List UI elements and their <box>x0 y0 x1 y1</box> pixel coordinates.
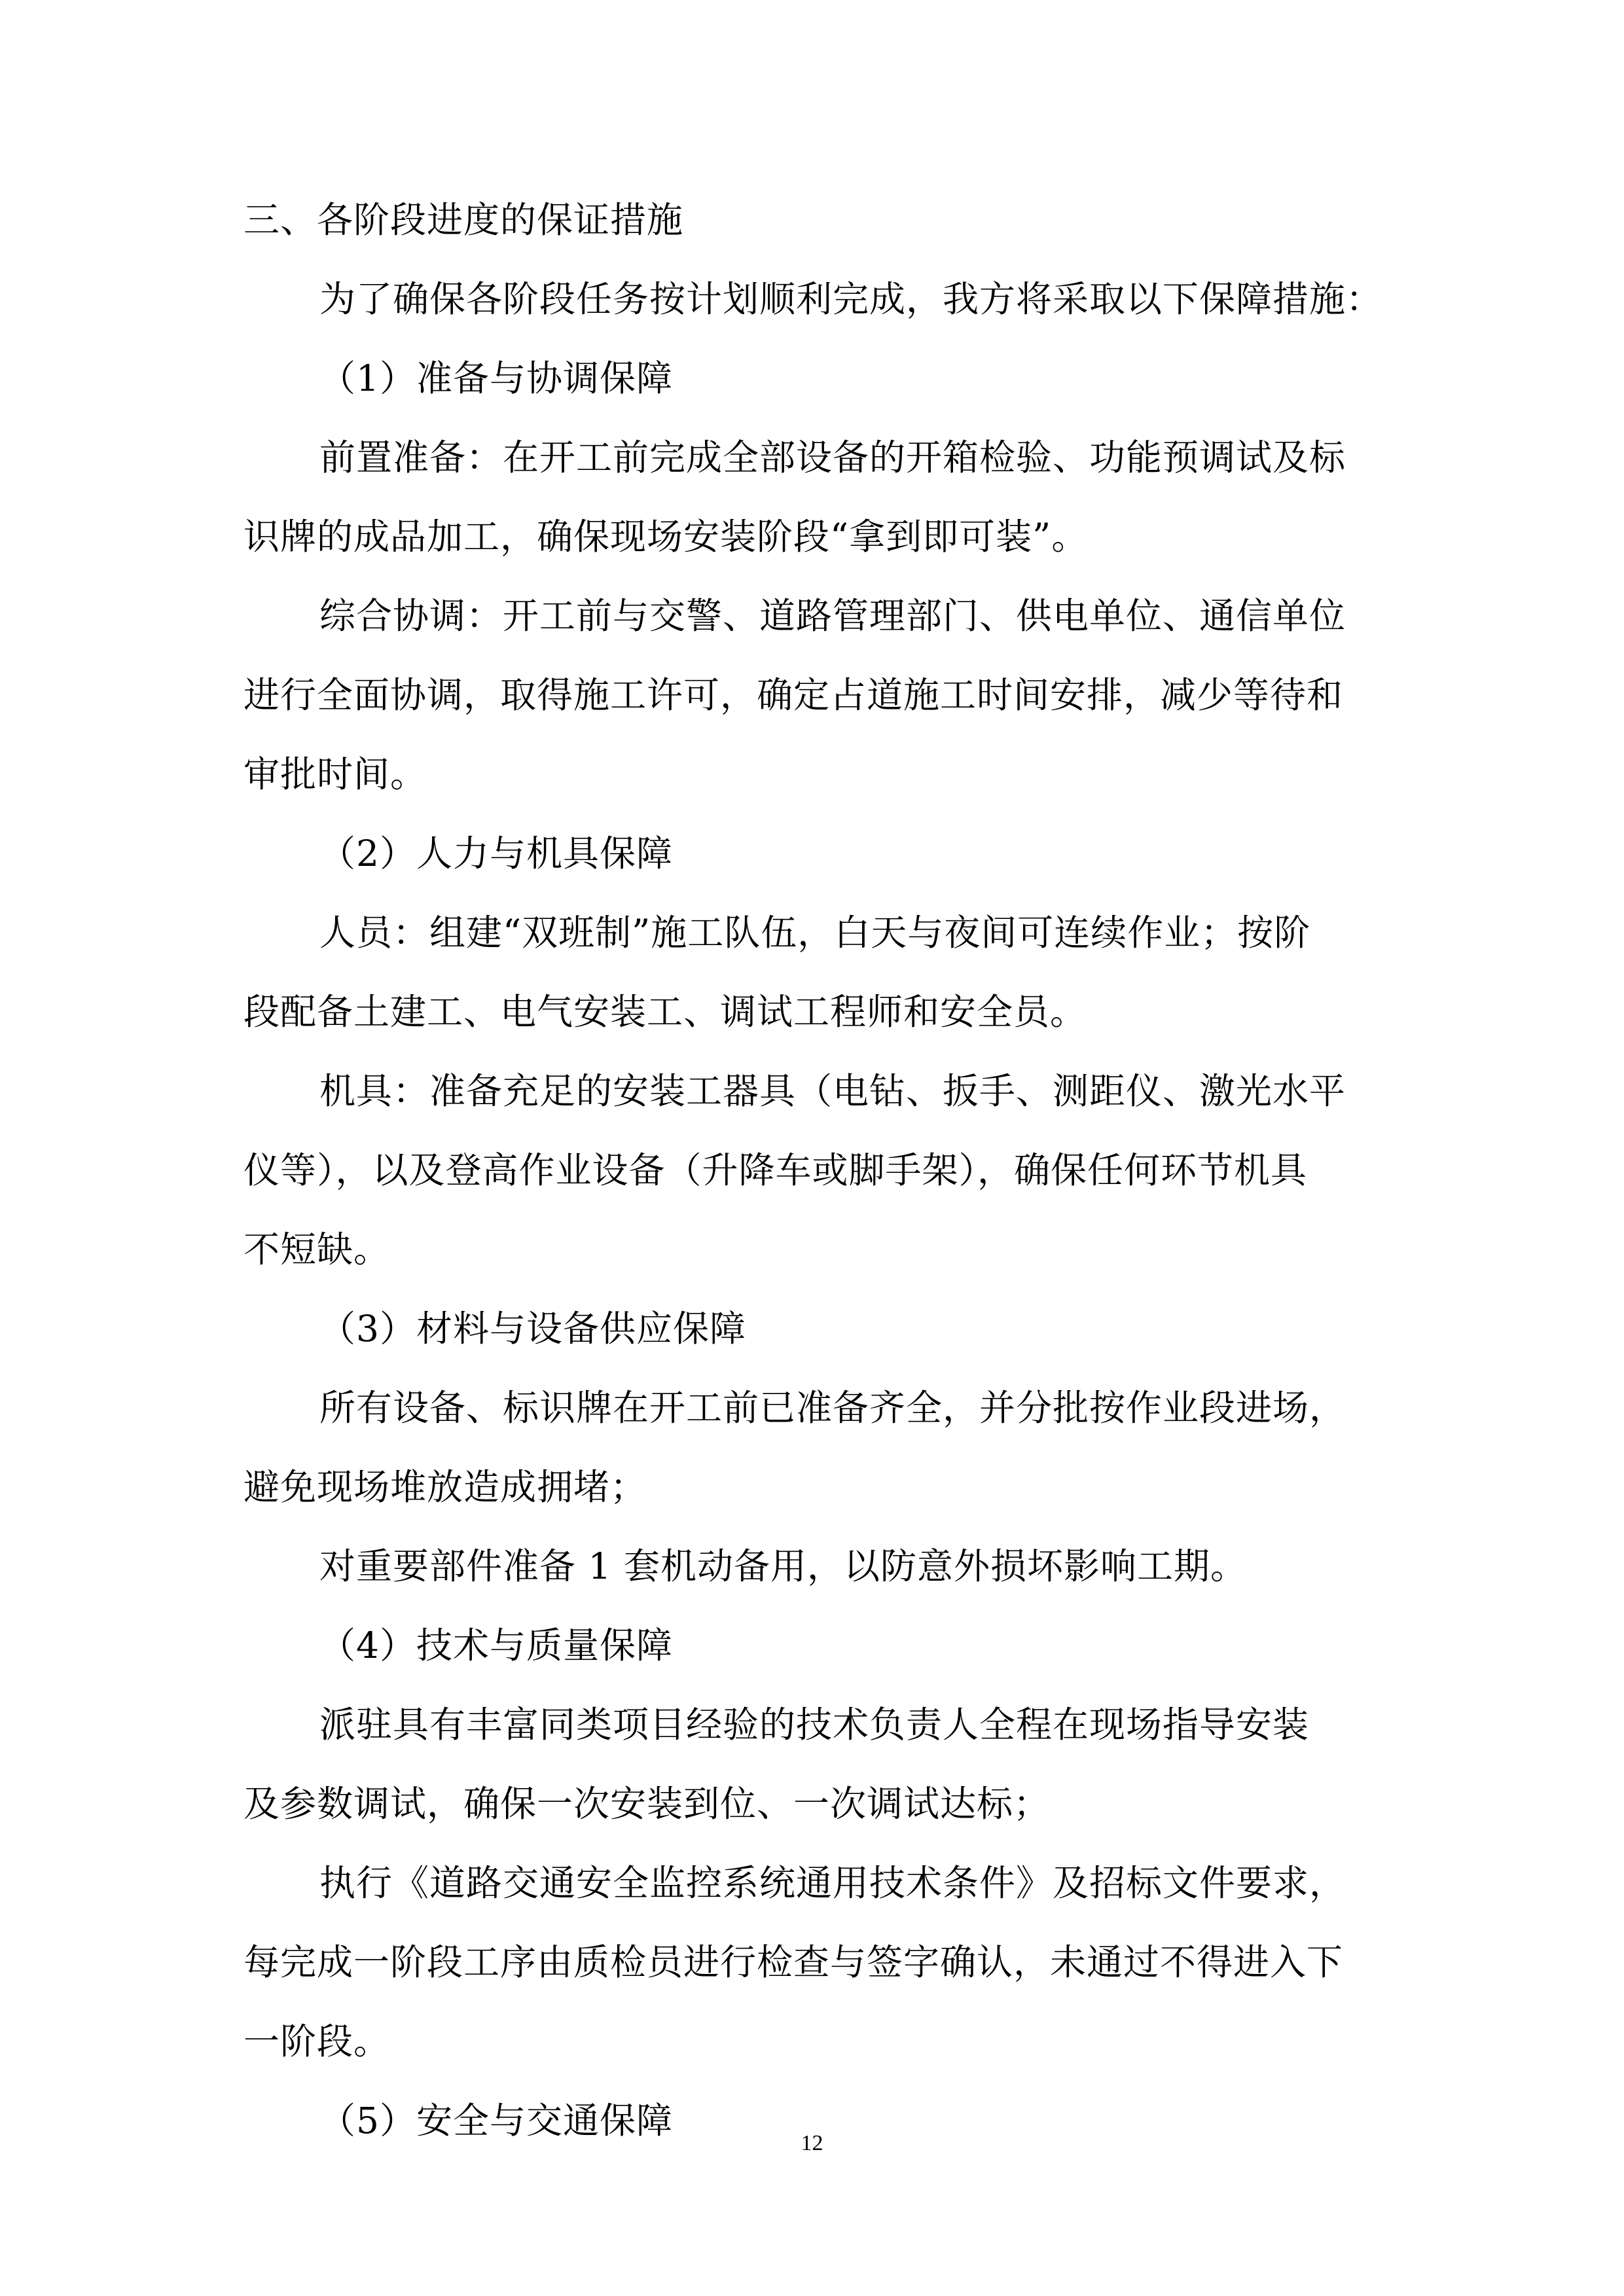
paragraph-line: 一阶段。 <box>244 2020 391 2062</box>
subheading-2: （2）人力与机具保障 <box>319 833 673 874</box>
paragraph-line: 及参数调试，确保一次安装到位、一次调试达标； <box>244 1783 1051 1825</box>
paragraph-line: 审批时间。 <box>244 753 427 795</box>
paragraph-line: 派驻具有丰富同类项目经验的技术负责人全程在现场指导安装 <box>319 1704 1310 1746</box>
document-body <box>244 181 1390 2161</box>
subheading-1: （1）准备与协调保障 <box>319 357 673 399</box>
paragraph-line: 进行全面协调，取得施工许可，确定占道施工时间安排，减少等待和 <box>244 674 1344 716</box>
paragraph-line: 执行《道路交通安全监控系统通用技术条件》及招标文件要求， <box>319 1862 1346 1904</box>
paragraph-line: 机具：准备充足的安装工器具（电钻、扳手、测距仪、激光水平 <box>319 1070 1346 1112</box>
paragraph-line: 对重要部件准备 1 套机动备用，以防意外损坏影响工期。 <box>319 1545 1247 1587</box>
paragraph-line: 每完成一阶段工序由质检员进行检查与签字确认，未通过不得进入下 <box>244 1941 1344 1983</box>
paragraph-line: 前置准备：在开工前完成全部设备的开箱检验、功能预调试及标 <box>319 437 1346 478</box>
paragraph-line: 识牌的成品加工，确保现场安装阶段“拿到即可装”。 <box>244 516 1089 558</box>
paragraph-line: 仪等），以及登高作业设备（升降车或脚手架），确保任何环节机具 <box>244 1149 1308 1191</box>
subheading-5: （5）安全与交通保障 <box>319 2100 673 2142</box>
paragraph-line: 所有设备、标识牌在开工前已准备齐全，并分批按作业段进场， <box>319 1387 1346 1429</box>
paragraph-line: 不短缺。 <box>244 1229 391 1270</box>
paragraph-line: 人员：组建“双班制”施工队伍，白天与夜间可连续作业；按阶 <box>319 912 1311 954</box>
subheading-4: （4）技术与质量保障 <box>319 1624 673 1666</box>
paragraph-line: 综合协调：开工前与交警、道路管理部门、供电单位、通信单位 <box>319 595 1346 637</box>
paragraph-line: 避免现场堆放造成拥堵； <box>244 1466 647 1508</box>
section-heading: 三、各阶段进度的保证措施 <box>244 199 684 241</box>
page-number: 12 <box>801 2131 823 2155</box>
intro-paragraph: 为了确保各阶段任务按计划顺利完成，我方将采取以下保障措施： <box>319 278 1383 320</box>
paragraph-line: 段配备土建工、电气安装工、调试工程师和安全员。 <box>244 991 1087 1033</box>
subheading-3: （3）材料与设备供应保障 <box>319 1308 746 1350</box>
